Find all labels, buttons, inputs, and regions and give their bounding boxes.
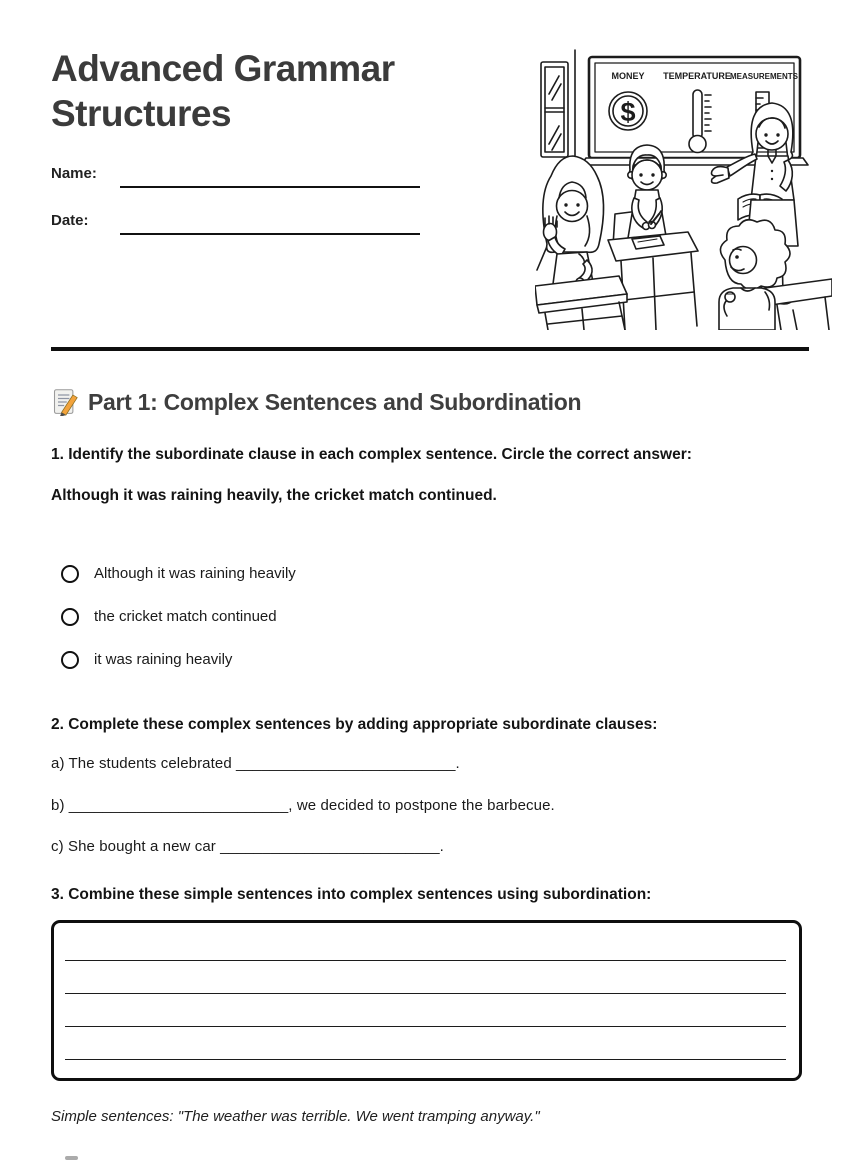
radio-button[interactable]: [61, 565, 79, 583]
dollar-sign: $: [620, 97, 636, 127]
memo-pencil-icon: [51, 388, 79, 416]
next-section-emoji-partial: [65, 1156, 78, 1160]
option-label: Although it was raining heavily: [94, 565, 296, 582]
board-label-money: MONEY: [611, 71, 645, 81]
answer-line[interactable]: [65, 993, 786, 994]
classroom-scene-svg: [535, 48, 832, 330]
board-label-measurements: MEASUREMENTS: [729, 72, 799, 81]
board-label-temperature: TEMPERATURE: [663, 71, 731, 81]
name-input-line[interactable]: [120, 186, 420, 188]
q2-item-c[interactable]: c) She bought a new car __________________________.: [51, 838, 444, 855]
radio-button[interactable]: [61, 608, 79, 626]
option-label: it was raining heavily: [94, 651, 233, 668]
q2-item-b[interactable]: b) __________________________, we decided to postpone the barbecue.: [51, 797, 555, 814]
q1-prompt: 1. Identify the subordinate clause in each complex sentence. Circle the correct answer:: [51, 446, 692, 463]
q3-answer-box: [51, 920, 802, 1081]
window-icon: [541, 62, 568, 157]
section-divider: [51, 347, 809, 351]
coin-icon: [609, 92, 647, 130]
answer-line[interactable]: [65, 960, 786, 961]
answer-line[interactable]: [65, 1059, 786, 1060]
q3-prompt: 3. Combine these simple sentences into complex sentences using subordination:: [51, 886, 652, 903]
q1-sentence: Although it was raining heavily, the cricket match continued.: [51, 487, 497, 504]
classroom-illustration: [535, 48, 832, 330]
part1-heading-text: Part 1: Complex Sentences and Subordination: [88, 388, 582, 415]
option-label: the cricket match continued: [94, 608, 277, 625]
name-label: Name:: [51, 165, 97, 182]
q1-options: [61, 552, 296, 681]
radio-button[interactable]: [61, 651, 79, 669]
q3-simple-sentences-note: Simple sentences: "The weather was terrible. We went tramping anyway.": [51, 1108, 540, 1125]
option-row: [61, 552, 296, 595]
q2-prompt: 2. Complete these complex sentences by adding appropriate subordinate clauses:: [51, 716, 658, 733]
q2-item-a[interactable]: a) The students celebrated __________________________.: [51, 755, 460, 772]
option-row: [61, 638, 296, 681]
part1-heading: [51, 388, 581, 416]
date-input-line[interactable]: [120, 233, 420, 235]
page-title: Advanced Grammar Structures: [51, 48, 395, 134]
option-row: [61, 595, 296, 638]
answer-line[interactable]: [65, 1026, 786, 1027]
student-curly-hair: [719, 220, 832, 330]
date-label: Date:: [51, 212, 89, 229]
